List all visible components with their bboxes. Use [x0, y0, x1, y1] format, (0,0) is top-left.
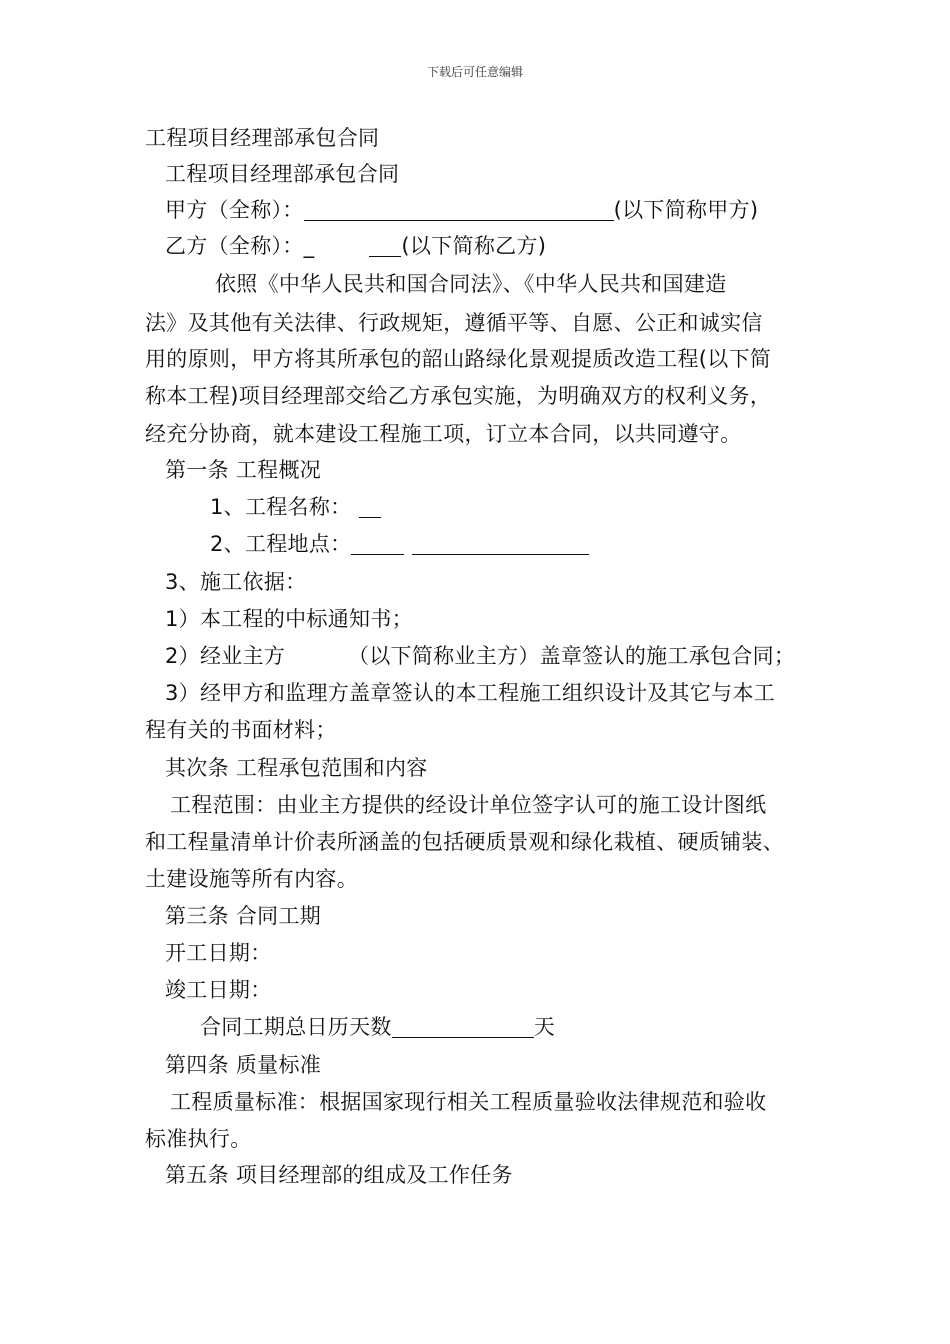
scope-line-1: 工程范围：由业主方提供的经设计单位签字认可的施工设计图纸: [170, 793, 767, 817]
project-name-blank: [359, 495, 381, 518]
party-a-blank: [304, 198, 614, 221]
header-note: 下载后可任意编辑: [426, 65, 523, 79]
basis-item-2: 2）经业主方 （以下简称业主方）盖章签认的施工承包合同；: [165, 644, 796, 668]
document-title-repeat: 工程项目经理部承包合同: [165, 162, 400, 186]
basis-item-3-line-2: 程有关的书面材料；: [145, 718, 337, 742]
party-b-label: 乙方（全称）：: [165, 234, 304, 258]
party-a-line: [165, 196, 758, 224]
total-days-unit: 天: [533, 1015, 556, 1039]
project-location-blank-1: [351, 532, 404, 555]
article4-heading: 第四条 质量标准: [165, 1053, 322, 1077]
project-location-blank-2: [412, 532, 589, 555]
project-location-label: 2、工程地点：: [210, 532, 352, 556]
intro-line-3: 用的原则，甲方将其所承包的韶山路绿化景观提质改造工程(以下简: [145, 347, 772, 371]
article3-heading: 第三条 合同工期: [165, 904, 322, 928]
project-name-line: [210, 493, 381, 521]
total-days-blank: [392, 1015, 534, 1038]
intro-line-4: 称本工程)项目经理部交给乙方承包实施，为明确双方的权利义务，: [145, 384, 772, 408]
total-days-label: 合同工期总日历天数: [200, 1015, 392, 1039]
start-date-label: 开工日期：: [165, 941, 272, 965]
party-b-blank: [369, 234, 401, 257]
intro-line-2: 法》及其他有关法律、行政规矩，遵循平等、自愿、公正和诚实信: [145, 311, 763, 335]
quality-standard-line-1: 工程质量标准：根据国家现行相关工程质量验收法律规范和验收: [170, 1090, 767, 1114]
article5-heading: 第五条 项目经理部的组成及工作任务: [165, 1163, 513, 1187]
project-location-line: [210, 530, 589, 558]
document-title: 工程项目经理部承包合同: [145, 126, 380, 150]
party-b-suffix: (以下简称乙方): [401, 234, 547, 258]
intro-line-5: 经充分协商，就本建设工程施工项，订立本合同，以共同遵守。: [145, 422, 742, 446]
construction-basis-heading: 3、施工依据：: [165, 570, 307, 594]
party-b-blank-start: _: [303, 234, 315, 258]
basis-item-1: 1）本工程的中标通知书；: [165, 607, 413, 631]
intro-line-1: 依照《中华人民共和国合同法》、《中华人民共和国建造: [215, 272, 727, 296]
party-b-line: [165, 232, 546, 260]
project-name-label: 1、工程名称：: [210, 495, 352, 519]
article2-heading: 其次条 工程承包范围和内容: [165, 756, 428, 780]
total-days-line: [200, 1013, 555, 1041]
scope-line-2: 和工程量清单计价表所涵盖的包括硬质景观和绿化栽植、硬质铺装、: [145, 830, 784, 854]
party-a-suffix: (以下简称甲方): [613, 198, 759, 222]
basis-item-3-line-1: 3）经甲方和监理方盖章签认的本工程施工组织设计及其它与本工: [165, 681, 776, 705]
scope-line-3: 土建设施等所有内容。: [145, 867, 358, 891]
quality-standard-line-2: 标准执行。: [145, 1127, 252, 1151]
party-a-label: 甲方（全称）：: [165, 198, 304, 222]
article1-heading: 第一条 工程概况: [165, 458, 322, 482]
end-date-label: 竣工日期：: [165, 978, 272, 1002]
